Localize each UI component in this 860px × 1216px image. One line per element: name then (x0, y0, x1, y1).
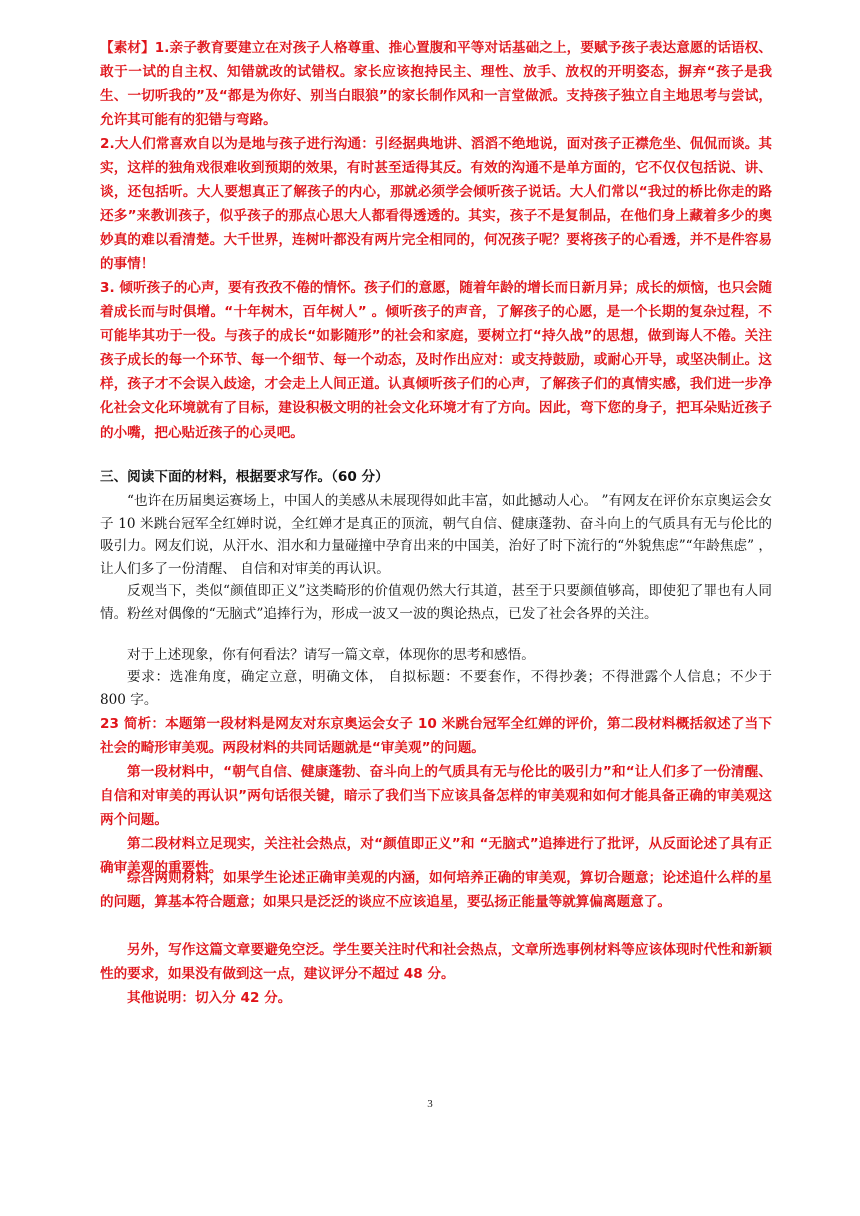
material-paragraph-1: 【素材】1.亲子教育要建立在对孩子人格尊重、推心置腹和平等对话基础之上，要赋予孩子表达意愿的话语权、敢于一试的自主权、知错就改的试错权。家长应该抱持民主、理性、放手、放权的开明姿态，摒弃“孩子是我生、一切听我的”及“都是为你好、别当白眼狼”的家长制作风和一言堂做派。支持孩子独立自主地思考与尝试，允许其可能有的犯错与弯路。 (100, 40, 772, 129)
writing-requirements: 要求：选准角度，确定立意，明确文体， 自拟标题：不要套作，不得抄袭；不得泄露个人信息；不少于 800 字。 (100, 669, 772, 708)
analysis-paragraph-2: 第一段材料中，“朝气自信、健康蓬勃、奋斗向上的气质具有无与伦比的吸引力”和“让人们多了一份清醒、自信和对审美的再认识”两句话很关键，暗示了我们当下应该具备怎样的审美观和如何才能具备正确的审美观这两个问题。 (100, 764, 772, 829)
prompt-paragraph-2: 反观当下，类似“颜值即正义”这类畸形的价值观仍然大行其道，甚至于只要颜值够高，即使犯了罪也有人同情。粉丝对偶像的“无脑式”追捧行为，形成一波又一波的舆论热点，已发了社会各界的关注。 (100, 583, 772, 622)
analysis-paragraph-5: 另外，写作这篇文章要避免空泛。学生要关注时代和社会热点，文章所选事例材料等应该体现时代性和新颖性的要求，如果没有做到这一点，建议评分不超过 48 分。 (100, 942, 772, 983)
material-paragraph-2: 2.大人们常喜欢自以为是地与孩子进行沟通：引经据典地讲、滔滔不绝地说，面对孩子正襟危坐、侃侃而谈。其实，这样的独角戏很难收到预期的效果，有时甚至适得其反。有效的沟通不是单方面的，它不仅仅包括说、讲、谈，还包括听。大人要想真正了解孩子的内心，那就必须学会倾听孩子说话。大人们常以“我过的桥比你走的路还多”来教训孩子，似乎孩子的那点心思大人都看得透透的。其实，孩子不是复制品，在他们身上藏着多少的奥妙真的难以看清楚。大千世界，连树叶都没有两片完全相同的，何况孩子呢？要将孩子的心看透，并不是件容易的事情！ (100, 136, 772, 273)
prompt-paragraph-1: “也许在历届奥运赛场上，中国人的美感从未展现得如此丰富，如此撼动人心。 ”有网友在评价东京奥运会女子 10 米跳台冠军全红婵时说，全红婵才是真正的顶流，朝气自信、健康蓬勃、奋斗向上的气质具有无与伦比的吸引力。网友们说，从汗水、泪水和力量碰撞中孕育出来的中国美，治好了时下流行的“外貌焦虑”“年龄焦虑” ，让人们多了一份清醒、 自信和对审美的再认识。 (100, 493, 772, 577)
section-heading: 三、阅读下面的材料，根据要求写作。（60 分） (100, 469, 389, 485)
analysis-paragraph-3: 第二段材料立足现实，关注社会热点，对“颜值即正义”和 “无脑式”追捧进行了批评，从反面论述了具有正确审美观的重要性。 (100, 836, 772, 877)
page-number: 3 (427, 1098, 433, 1110)
prompt-paragraph-3: 对于上述现象，你有何看法？请写一篇文章，体现你的思考和感悟。 (127, 647, 535, 663)
analysis-paragraph-1: 23 简析：本题第一段材料是网友对东京奥运会女子 10 米跳台冠军全红婵的评价，第二段材料概括叙述了当下社会的畸形审美观。两段材料的共同话题就是“审美观”的问题。 (100, 716, 772, 757)
material-paragraph-3: 3. 倾听孩子的心声，要有孜孜不倦的情怀。孩子们的意愿，随着年龄的增长而日新月异；成长的烦恼，也只会随着成长而与时俱增。“十年树木，百年树人” 。倾听孩子的声音，了解孩子的心愿，是一个长期的复杂过程，不可能毕其功于一役。与孩子的成长“如影随形”的社会和家庭，要树立打“持久战”的思想，做到诲人不倦。关注孩子成长的每一个环节、每一个细节、每一个动态，及时作出应对：或支持鼓励，或耐心开导，或坚决制止。这样，孩子才不会误入歧途，才会走上人间正道。认真倾听孩子们的心声，了解孩子们的真情实感，我们进一步净化社会文化环境就有了目标，建设积极文明的社会文化环境才有了方向。因此，弯下您的身子，把耳朵贴近孩子的小嘴，把心贴近孩子的心灵吧。 (100, 280, 772, 441)
analysis-paragraph-4: 综合两则材料，如果学生论述正确审美观的内涵，如何培养正确的审美观，算切合题意；论述追什么样的星的问题，算基本符合题意；如果只是泛泛的谈应不应该追星，要弘扬正能量等就算偏离题意了。 (100, 870, 772, 911)
analysis-paragraph-6: 其他说明：切入分 42 分。 (127, 990, 292, 1006)
